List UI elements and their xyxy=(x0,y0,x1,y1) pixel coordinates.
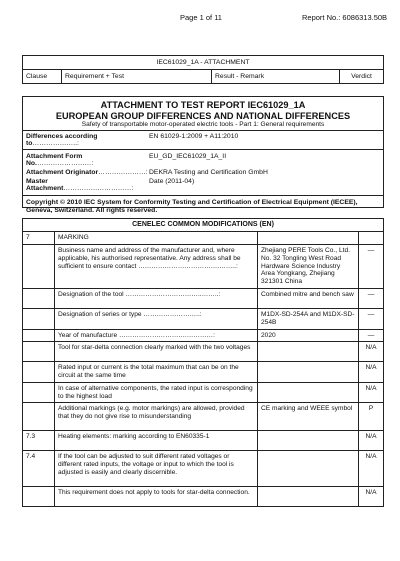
requirement-cell: Business name and address of the manufacturer and, where applicable, his authorised representative. Any address shall be sufficient to ensure contact ……………………………….……..: xyxy=(55,245,258,289)
verdict-cell xyxy=(359,232,384,245)
modifications-table xyxy=(22,218,384,507)
column-header-block xyxy=(22,55,384,84)
attachment-subtitle: Safety of transportable motor-operated electric tools - Part 1: General requirements xyxy=(81,121,325,129)
table-row xyxy=(23,431,384,451)
requirement-cell: In case of alternative components, the rated input is corresponding to the highest load xyxy=(55,382,258,403)
cenelec-section xyxy=(22,218,384,507)
requirement-cell: Additional markings (e.g. motor markings) are allowed, provided that they do not give rise to misunderstanding xyxy=(55,403,258,431)
clause-cell xyxy=(23,487,55,507)
table-row xyxy=(23,362,384,383)
clause-cell xyxy=(23,289,55,309)
result-cell xyxy=(258,451,359,487)
form-row xyxy=(26,153,380,167)
verdict-cell: N/A xyxy=(359,342,384,362)
col-result: Result - Remark xyxy=(212,70,340,84)
result-cell xyxy=(258,382,359,403)
differences-value: EN 61029-1:2009 + A11:2010 xyxy=(149,133,239,141)
originator-label: Attachment Originator xyxy=(26,169,99,177)
verdict-cell: — xyxy=(359,245,384,289)
form-label: Attachment Form No. xyxy=(26,153,83,168)
table-row xyxy=(23,245,384,289)
doc-ref-bar xyxy=(22,55,384,84)
clause-cell: 7 xyxy=(23,232,55,245)
originator-value: DEKRA Testing and Certification GmbH xyxy=(149,169,268,177)
table-row xyxy=(23,451,384,487)
master-value: Date (2011-04) xyxy=(149,178,195,186)
report-number: Report No.: 6086313.50B xyxy=(302,13,388,22)
clause-cell xyxy=(23,309,55,330)
requirement-cell: Rated input or current is the total maximum that can be on the circuit at the same time xyxy=(55,362,258,383)
table-body xyxy=(23,232,384,507)
requirement-cell: Heating elements: marking according to EN60335-1 xyxy=(55,431,258,451)
attachment-title-2: EUROPEAN GROUP DIFFERENCES AND NATIONAL DIFFERENCES xyxy=(55,110,351,121)
originator-row xyxy=(26,169,380,176)
table-row xyxy=(23,487,384,507)
clause-cell xyxy=(23,362,55,383)
col-requirement: Requirement + Test xyxy=(62,70,212,84)
clause-cell xyxy=(23,329,55,342)
clause-cell: 7.3 xyxy=(23,431,55,451)
clause-cell xyxy=(23,403,55,431)
verdict-cell: N/A xyxy=(359,382,384,403)
master-row xyxy=(26,178,380,192)
attachment-box xyxy=(22,96,384,215)
clause-cell xyxy=(23,382,55,403)
table-row xyxy=(23,232,384,245)
requirement-cell: Year of manufacture ………………………….…………: xyxy=(55,329,258,342)
result-cell: Combined mitre and bench saw xyxy=(258,289,359,309)
differences-label: Differences according to xyxy=(26,133,98,148)
result-cell xyxy=(258,342,359,362)
result-cell xyxy=(258,362,359,383)
col-verdict: Verdict xyxy=(340,70,384,84)
requirement-cell: If the tool can be adjusted to suit different rated voltages or different rated inputs, the voltage or input to which the tool is adjusted is easily and clearly discernible. xyxy=(55,451,258,487)
differences-row xyxy=(26,133,380,147)
originator-dots: …………………: xyxy=(98,169,148,177)
master-label: Master Attachment xyxy=(26,178,64,193)
verdict-cell: N/A xyxy=(359,431,384,451)
result-cell: Zhejiang PERE Tools Co., Ltd. No. 32 Tongling West Road Hardware Science Industry Area Yongkang, Zhejiang 321301 China xyxy=(258,245,359,289)
table-row xyxy=(23,342,384,362)
result-cell: 2020 xyxy=(258,329,359,342)
verdict-cell: N/A xyxy=(359,487,384,507)
section-title: CENELEC COMMON MODIFICATIONS (EN) xyxy=(23,219,384,232)
doc-ref: IEC61029_1A - ATTACHMENT xyxy=(23,56,384,70)
form-value: EU_GD_IEC61029_1A_II xyxy=(149,153,227,161)
result-cell: CE marking and WEEE symbol xyxy=(258,403,359,431)
requirement-cell: Designation of series or type ……………………..: xyxy=(55,309,258,330)
table-row xyxy=(23,309,384,330)
requirement-cell: Tool for star-delta connection clearly marked with the two voltages xyxy=(55,342,258,362)
verdict-cell: P xyxy=(359,403,384,431)
verdict-cell: N/A xyxy=(359,362,384,383)
result-cell xyxy=(258,232,359,245)
requirement-cell: Designation of the tool ……………………………..……..: xyxy=(55,289,258,309)
master-dots: …………………………: xyxy=(63,185,134,193)
page-number: Page 1 of 11 xyxy=(180,13,222,22)
result-cell xyxy=(258,431,359,451)
table-row xyxy=(23,382,384,403)
table-row xyxy=(23,403,384,431)
verdict-cell: — xyxy=(359,329,384,342)
col-clause: Clause xyxy=(23,70,62,84)
clause-cell xyxy=(23,342,55,362)
attachment-title-1: ATTACHMENT TO TEST REPORT IEC61029_1A xyxy=(100,100,306,110)
clause-cell: 7.4 xyxy=(23,451,55,487)
table-row xyxy=(23,329,384,342)
form-dots: ……………………: xyxy=(36,160,94,168)
result-cell: M1DX-SD-254A and M1DX-SD-254B xyxy=(258,309,359,330)
verdict-cell: — xyxy=(359,309,384,330)
clause-cell xyxy=(23,245,55,289)
differences-dots: ………………..: xyxy=(32,140,79,148)
copyright-notice: Copyright © 2010 IEC System for Conformity Testing and Certification of Electrical Equipment (IECEE), Geneva, Switzerland. All rights reserved. xyxy=(26,199,358,215)
result-cell xyxy=(258,487,359,507)
verdict-cell: — xyxy=(359,289,384,309)
verdict-cell: N/A xyxy=(359,451,384,487)
table-row xyxy=(23,289,384,309)
requirement-cell: This requirement does not apply to tools for star-delta connection. xyxy=(55,487,258,507)
requirement-cell: MARKING xyxy=(55,232,258,245)
